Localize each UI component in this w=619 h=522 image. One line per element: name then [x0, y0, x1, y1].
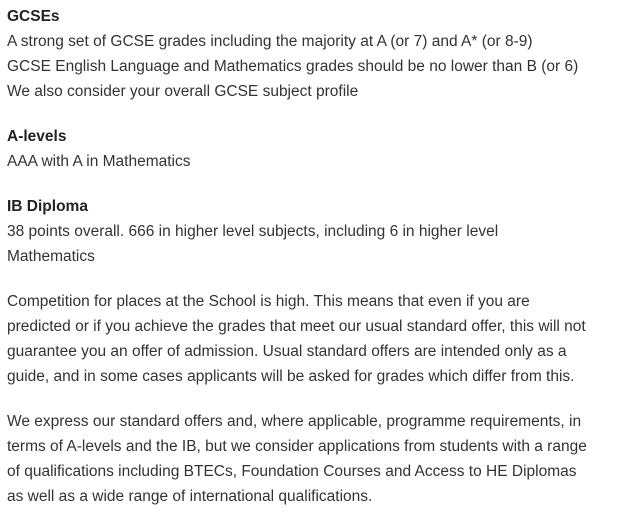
gcse-line: We also consider your overall GCSE subject profile	[7, 83, 359, 100]
paragraph-line: predicted or if you achieve the grades that meet our usual standard offer, this will not	[7, 318, 586, 335]
alevels-heading: A-levels	[7, 128, 67, 145]
ib-line: Mathematics	[7, 248, 95, 265]
paragraph-line: of qualifications including BTECs, Foundation Courses and Access to HE Diplomas	[7, 463, 577, 480]
ib-line: 38 points overall. 666 in higher level subjects, including 6 in higher level	[7, 223, 499, 240]
paragraph-line: guarantee you an offer of admission. Usual standard offers are intended only as a	[7, 343, 567, 360]
gcse-section	[7, 4, 619, 104]
ib-heading: IB Diploma	[7, 198, 88, 215]
qualifications-paragraph	[7, 409, 619, 509]
gcse-line: A strong set of GCSE grades including the majority at A (or 7) and A* (or 8-9)	[7, 33, 533, 50]
ib-section	[7, 194, 619, 269]
alevels-line: AAA with A in Mathematics	[7, 153, 191, 170]
paragraph-line: as well as a wide range of international qualifications.	[7, 488, 373, 505]
competition-paragraph	[7, 289, 619, 389]
paragraph-line: We express our standard offers and, where applicable, programme requirements, in	[7, 413, 582, 430]
gcse-line: GCSE English Language and Mathematics grades should be no lower than B (or 6)	[7, 58, 579, 75]
paragraph-line: terms of A-levels and the IB, but we consider applications from students with a range	[7, 438, 587, 455]
paragraph-line: guide, and in some cases applicants will be asked for grades which differ from this.	[7, 368, 575, 385]
alevels-section	[7, 124, 619, 174]
gcse-heading: GCSEs	[7, 8, 60, 25]
paragraph-line: Competition for places at the School is high. This means that even if you are	[7, 293, 530, 310]
